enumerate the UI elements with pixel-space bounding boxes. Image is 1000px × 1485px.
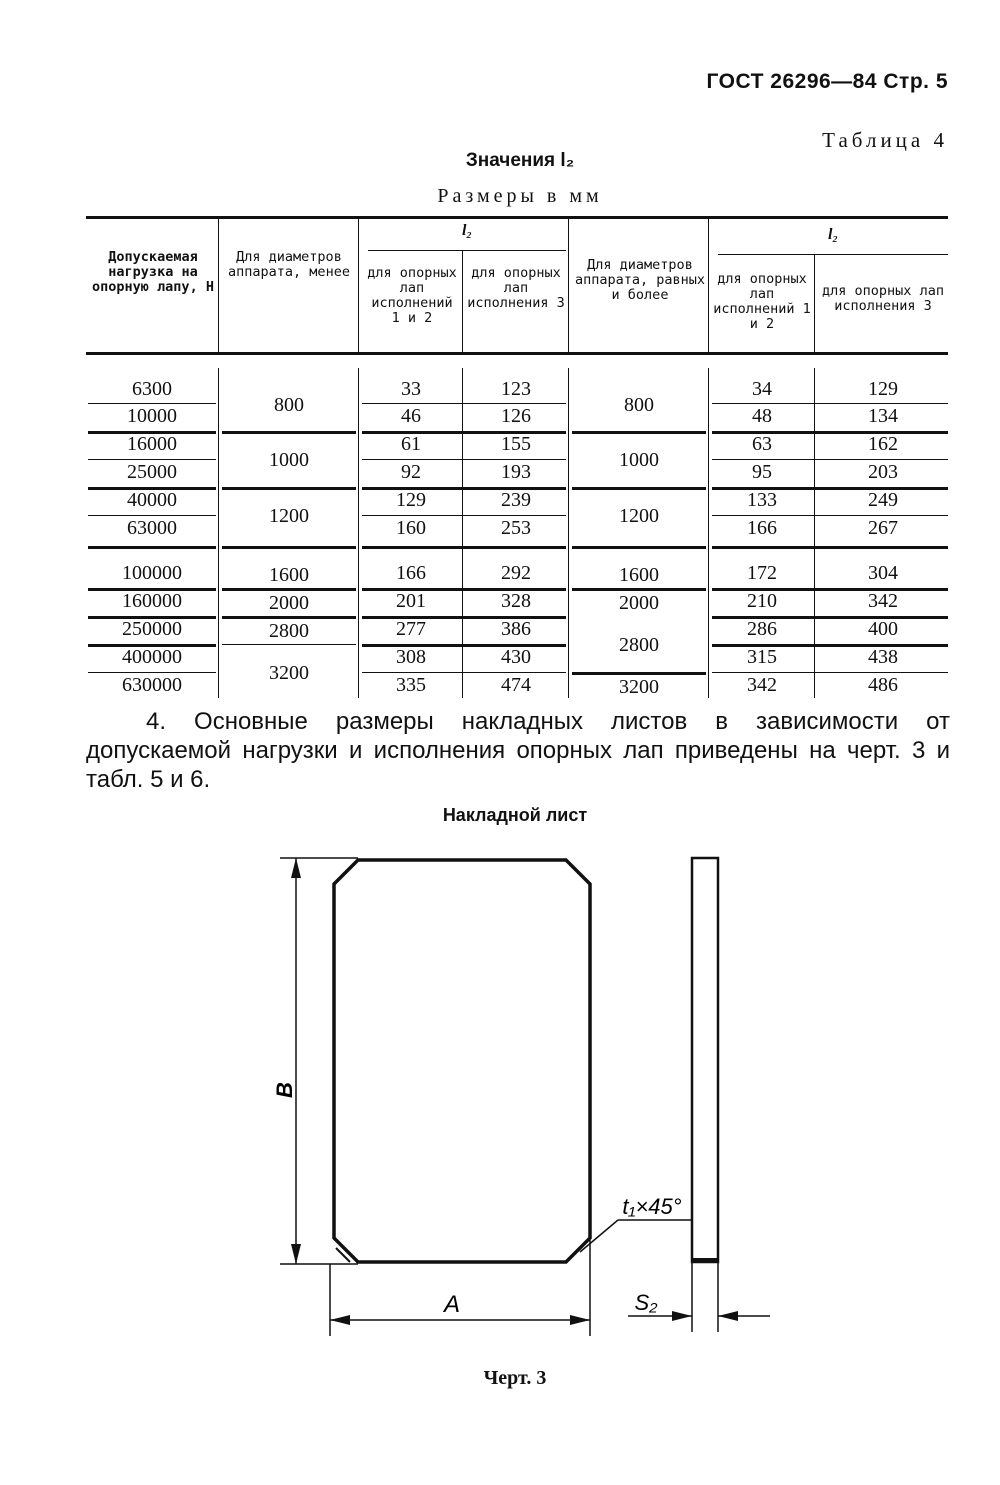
table-cell: 100000 [122, 562, 182, 584]
table-cell: 16000 [127, 433, 177, 455]
table-cell: 61 [401, 433, 421, 455]
table-cell: 40000 [127, 489, 177, 511]
diam-less-cell: 2800 [269, 620, 309, 642]
diam-less-cell: 3200 [269, 662, 309, 684]
page-header: ГОСТ 26296—84 Стр. 5 [706, 70, 948, 93]
table-cell: 95 [752, 461, 772, 483]
table-cell: 400 [868, 618, 898, 640]
table-cell: 308 [396, 646, 426, 668]
table-cell: 239 [501, 489, 531, 511]
table-cell: 10000 [127, 405, 177, 427]
table-cell: 386 [501, 618, 531, 640]
table-cell: 48 [752, 405, 772, 427]
diam-less-cell: 1000 [269, 449, 309, 471]
table-cell: 133 [747, 489, 777, 511]
diam-more-cell: 1000 [619, 449, 659, 471]
table-cell: 210 [747, 590, 777, 612]
table-cell: 342 [868, 590, 898, 612]
table-cell: 155 [501, 433, 531, 455]
table-cell: 6300 [132, 378, 172, 400]
table-cell: 292 [501, 562, 531, 584]
table-cell: 277 [396, 618, 426, 640]
table-cell: 203 [868, 461, 898, 483]
table-cell: 134 [868, 405, 898, 427]
table-cell: 63000 [127, 517, 177, 539]
diam-more-cell: 1600 [619, 564, 659, 586]
diam-less-cell: 1200 [269, 505, 309, 527]
table-cell: 267 [868, 517, 898, 539]
table-cell: 438 [868, 646, 898, 668]
table-cell: 126 [501, 405, 531, 427]
table-cell: 129 [396, 489, 426, 511]
table-cell: 172 [747, 562, 777, 584]
table-cell: 123 [501, 378, 531, 400]
table-cell: 201 [396, 590, 426, 612]
diam-less-cell: 2000 [269, 592, 309, 614]
table-cell: 63 [752, 433, 772, 455]
table-cell: 400000 [122, 646, 182, 668]
table-cell: 193 [501, 461, 531, 483]
table-cell: 160000 [122, 590, 182, 612]
diam-more-cell: 3200 [619, 676, 659, 698]
figure-title: Накладной лист [442, 805, 588, 825]
table-cell: 430 [501, 646, 531, 668]
diam-more-cell: 1200 [619, 505, 659, 527]
plate-side-view [692, 858, 718, 1262]
table-cell: 166 [396, 562, 426, 584]
table-cell: 474 [501, 674, 531, 696]
table-cell: 342 [747, 674, 777, 696]
table-cell: 286 [747, 618, 777, 640]
header-paw3-left: для опорных лап исполнения 3 [467, 265, 565, 311]
table-cell: 486 [868, 674, 898, 696]
diam-more-cell: 800 [624, 393, 654, 416]
table-cell: 34 [752, 378, 772, 400]
table-cell: 250000 [122, 618, 182, 640]
diam-more-cell: 2800 [619, 634, 659, 656]
table-cell: 166 [747, 517, 777, 539]
label-A: A [443, 1291, 461, 1318]
table-cell: 335 [396, 674, 426, 696]
table-cell: 25000 [127, 461, 177, 483]
header-diam-less: Для диаметров аппарата, менее [228, 249, 350, 280]
header-load: Допускаемая нагрузка на опорную лапу, Н [92, 249, 214, 295]
table-cell: 129 [868, 378, 898, 400]
table-cell: 162 [868, 433, 898, 455]
table-cell: 253 [501, 517, 531, 539]
figure-caption: Черт. 3 [483, 1367, 547, 1389]
diam-less-cell: 800 [274, 393, 304, 416]
paragraph-4: 4. Основные размеры накладных листов в зависимости от допускаемой нагрузки и исполнения опорных лап приведены на черт. 3 и табл. 5 и 6. [86, 708, 950, 793]
diam-less-cell: 1600 [269, 564, 309, 586]
header-paw3-right: для опорных лап исполнения 3 [822, 283, 944, 314]
table-cell: 304 [868, 562, 898, 584]
diam-more-cell: 2000 [619, 592, 659, 614]
label-S2: S₂ [634, 1290, 658, 1315]
table-cell: 92 [401, 461, 421, 483]
table-cell: 46 [401, 405, 421, 427]
header-paw12-right: для опорных лап исполнений 1 и 2 [713, 271, 811, 332]
table-cell: 328 [501, 590, 531, 612]
table-cell: 315 [747, 646, 777, 668]
table-units: Размеры в мм [437, 185, 603, 207]
label-B: B [272, 1082, 297, 1098]
table-title: Значения l₂ [465, 150, 575, 171]
table-cell: 630000 [122, 674, 182, 696]
header-diam-more: Для диаметров аппарата, равных и более [574, 257, 706, 303]
header-l2-left: l₂ [461, 222, 473, 239]
header-l2-right: l₂ [827, 226, 839, 243]
header-paw12-left: для опорных лап исполнений 1 и 2 [367, 265, 457, 326]
table-cell: 33 [401, 378, 421, 400]
table-cell: 160 [396, 517, 426, 539]
plate-outline [334, 860, 590, 1262]
label-chamfer: t₁×45° [622, 1194, 682, 1219]
table-cell: 249 [868, 489, 898, 511]
table-label: Таблица 4 [822, 128, 948, 152]
